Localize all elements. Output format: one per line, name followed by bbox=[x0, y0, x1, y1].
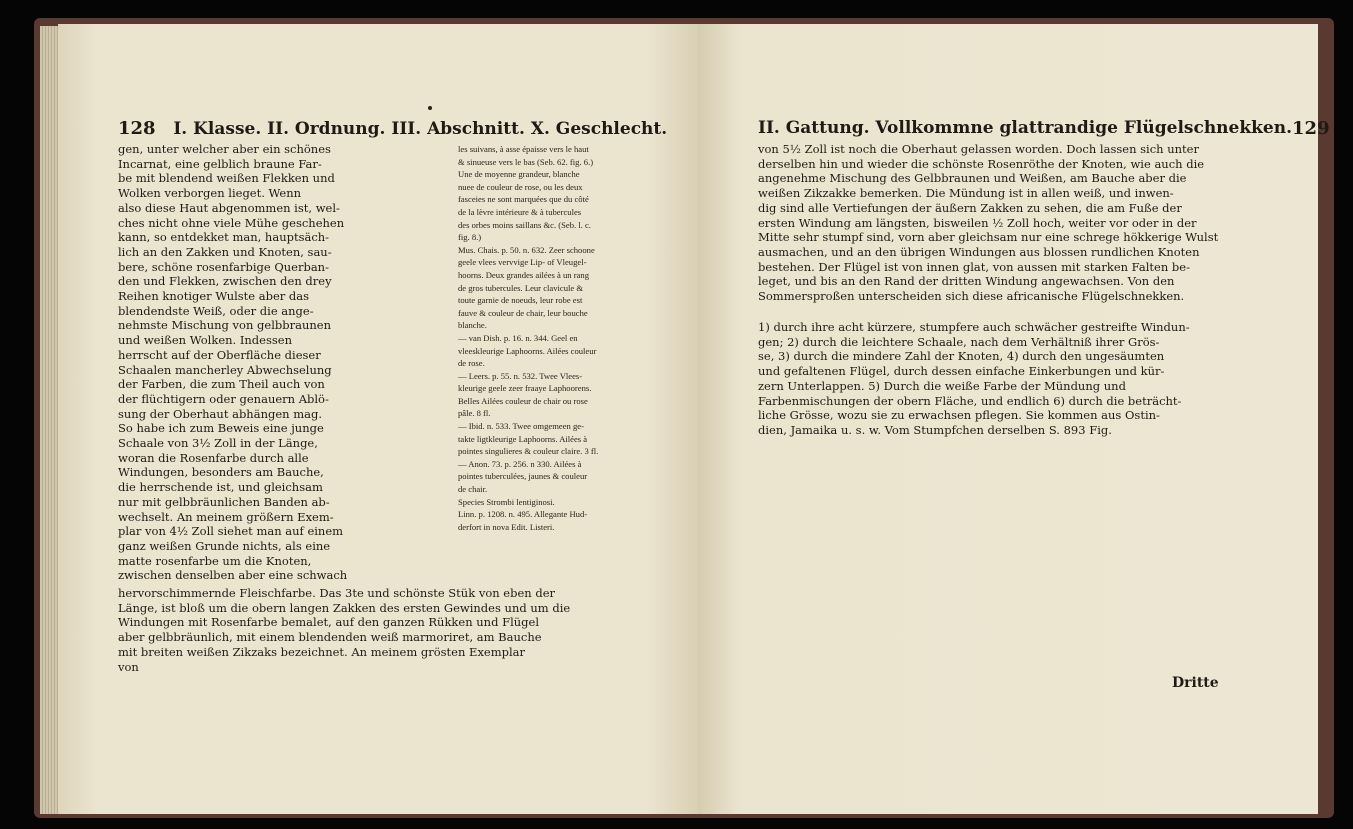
text-line: des orbes moins saillans &c. (Seb. l. c. bbox=[458, 219, 591, 230]
text-line: ersten Windung am längsten, bisweilen ½ Zoll hoch, weiter vor oder in der bbox=[758, 215, 1197, 230]
text-line: leget, und bis an den Rand der dritten Windung angewachsen. Von den bbox=[758, 274, 1175, 289]
right-page bbox=[698, 24, 1330, 814]
running-head-left: I. Klasse. II. Ordnung. III. Abschnitt. X. Geschlecht. bbox=[173, 119, 668, 139]
text-line: und weißen Wolken. Indessen bbox=[118, 333, 292, 348]
text-line: nur mit gelbbräunlichen Banden ab- bbox=[118, 494, 330, 509]
text-line: blendendste Weiß, oder die ange- bbox=[118, 303, 314, 318]
text-line: 1) durch ihre acht kürzere, stumpfere auch schwächer gestreifte Windun- bbox=[758, 320, 1190, 334]
text-line: also diese Haut abgenommen ist, wel- bbox=[118, 200, 340, 215]
text-line: Linn. p. 1208. n. 495. Allegante Hud- bbox=[458, 509, 588, 520]
text-line: derselben hin und wieder die schönste Rosenröthe der Knoten, wie auch die bbox=[758, 156, 1205, 171]
text-line: liche Grösse, wozu sie zu erwachsen pflegen. Sie kommen aus Ostin- bbox=[758, 408, 1160, 423]
text-line: — Anon. 73. p. 256. n 330. Ailées à bbox=[458, 458, 582, 469]
text-line: Mitte sehr stumpf sind, vorn aber gleichsam nur eine schrege hökkerige Wulst bbox=[758, 230, 1219, 245]
text-line: fig. 8.) bbox=[458, 232, 482, 243]
text-line: weißen Zikzakke bemerken. Die Mündung ist in allen weiß, und inwen- bbox=[758, 186, 1174, 201]
right-list bbox=[758, 320, 1288, 438]
text-line: & sinueuse vers le bas (Seb. 62. fig. 6.) bbox=[458, 156, 594, 167]
text-line: blanche. bbox=[458, 320, 487, 331]
text-line: takte ligtkleurige Laphoorns. Ailées à bbox=[458, 433, 588, 444]
text-line: de rose. bbox=[458, 358, 485, 369]
text-line: Windungen mit Rosenfarbe bemalet, auf den ganzen Rükken und Flügel bbox=[118, 615, 540, 630]
right-header bbox=[758, 118, 1330, 139]
text-line: — van Dish. p. 16. n. 344. Geel en bbox=[458, 332, 578, 343]
text-line: der flüchtigern oder genauern Ablö- bbox=[118, 391, 329, 406]
text-line: nehmste Mischung von gelbbraunen bbox=[118, 318, 331, 333]
text-line: derfort in nova Edit. Listeri. bbox=[458, 521, 555, 532]
text-line: de la lèvre intérieure & à tubercules bbox=[458, 206, 582, 217]
text-line: zwischen denselben aber eine schwach bbox=[118, 568, 348, 583]
text-line: gen, unter welcher aber ein schönes bbox=[118, 142, 331, 156]
text-line: pâle. 8 fl. bbox=[458, 408, 491, 419]
text-line: — Leers. p. 55. n. 532. Twee Vlees- bbox=[458, 370, 583, 381]
text-line: aber gelbbräunlich, mit einem blendenden weiß marmoriret, am Bauche bbox=[118, 630, 542, 645]
text-line: Windungen, besonders am Bauche, bbox=[118, 465, 324, 480]
text-line: kleurige geele zeer fraaye Laphoorens. bbox=[458, 383, 592, 394]
text-line: Incarnat, eine gelblich braune Far- bbox=[118, 156, 322, 171]
text-line: und gefaltenen Flügel, durch dessen einfache Einkerbungen und kür- bbox=[758, 364, 1165, 379]
text-line: die herrschende ist, und gleichsam bbox=[118, 480, 323, 495]
text-line: fasceies ne sont marquées que du côté bbox=[458, 194, 589, 205]
text-line: Une de moyenne grandeur, blanche bbox=[458, 169, 580, 180]
text-line: kann, so entdekket man, hauptsäch- bbox=[118, 230, 330, 245]
text-line: mit breiten weißen Zikzaks bezeichnet. An meinem grösten Exemplar bbox=[118, 644, 526, 659]
text-line: angenehme Mischung des Gelbbraunen und Weißen, am Bauche aber die bbox=[758, 171, 1187, 186]
text-line: So habe ich zum Beweis eine junge bbox=[118, 421, 324, 436]
text-line: von 5½ Zoll ist noch die Oberhaut gelassen worden. Doch lassen sich unter bbox=[758, 142, 1199, 156]
right-paragraph bbox=[758, 142, 1288, 304]
text-line: dien, Jamaika u. s. w. Vom Stumpfchen derselben S. 893 Fig. bbox=[758, 422, 1112, 437]
text-line: Mus. Chais. p. 50. n. 632. Zeer schoone bbox=[458, 244, 595, 255]
text-line: pointes tuberculées, jaunes & couleur bbox=[458, 471, 588, 482]
text-line: dig sind alle Vertiefungen der äußern Zakken zu sehen, die am Fuße der bbox=[758, 200, 1182, 215]
text-line: toute garnie de noeuds, leur robe est bbox=[458, 295, 583, 306]
text-line: hoorns. Deux grandes ailées à un rang bbox=[458, 269, 590, 280]
text-line: Species Strombi lentiginosi. bbox=[458, 496, 555, 507]
text-line: bere, schöne rosenfarbige Querban- bbox=[118, 259, 329, 274]
text-line: geele vlees vervvige Lip- of Vleugel- bbox=[458, 257, 587, 268]
text-line: woran die Rosenfarbe durch alle bbox=[118, 450, 309, 465]
text-line: plar von 4½ Zoll siehet man auf einem bbox=[118, 524, 344, 539]
ink-dot bbox=[428, 106, 432, 110]
text-line: ausmachen, und an den übrigen Windungen aus blossen rundlichen Knoten bbox=[758, 244, 1200, 259]
text-line: hervorschimmernde Fleischfarbe. Das 3te und schönste Stük von eben der bbox=[118, 586, 556, 600]
text-line: der Farben, die zum Theil auch von bbox=[118, 377, 325, 392]
page-number-left: 128 bbox=[118, 118, 156, 139]
text-line: von bbox=[118, 659, 139, 674]
text-line: de gros tubercules. Leur clavicule & bbox=[458, 282, 584, 293]
text-line: — Ibid. n. 533. Twee omgemeen ge- bbox=[458, 421, 584, 432]
text-line: pointes singulieres & couleur claire. 3 fl. bbox=[458, 446, 599, 457]
text-line: ches nicht ohne viele Mühe geschehen bbox=[118, 215, 345, 230]
text-line: Sommersproßen unterscheiden sich diese africanische Flügelschnekken. bbox=[758, 289, 1185, 304]
left-notes-column bbox=[458, 144, 678, 534]
text-line: fauve & couleur de chair, leur bouche bbox=[458, 307, 588, 318]
text-line: zern Unterlappen. 5) Durch die weiße Farbe der Mündung und bbox=[758, 378, 1126, 393]
left-main-column bbox=[118, 142, 350, 583]
text-line: Länge, ist bloß um die obern langen Zakken des ersten Gewindes und um die bbox=[118, 600, 571, 615]
text-line: wechselt. An meinem größern Exem- bbox=[118, 509, 334, 524]
text-line: sung der Oberhaut abhängen mag. bbox=[118, 406, 322, 421]
running-head-right: II. Gattung. Vollkommne glattrandige Flügelschnekken. bbox=[758, 118, 1293, 138]
left-page bbox=[58, 24, 698, 814]
left-full-width-text bbox=[118, 586, 678, 674]
text-line: Wolken verborgen lieget. Wenn bbox=[118, 186, 302, 201]
text-line: les suivans, à asse épaisse vers le haut bbox=[458, 144, 589, 154]
text-line: bestehen. Der Flügel ist von innen glat, von aussen mit starken Falten be- bbox=[758, 259, 1190, 274]
text-line: ganz weißen Grunde nichts, als eine bbox=[118, 538, 331, 553]
text-line: Schaalen mancherley Abwechselung bbox=[118, 362, 332, 377]
text-line: vleeskleurige Laphoorns. Ailées couleur bbox=[458, 345, 597, 356]
text-line: lich an den Zakken und Knoten, sau- bbox=[118, 244, 332, 259]
text-line: be mit blendend weißen Flekken und bbox=[118, 171, 335, 186]
text-line: Reihen knotiger Wulste aber das bbox=[118, 289, 310, 304]
text-line: matte rosenfarbe um die Knoten, bbox=[118, 553, 312, 568]
page-number-right: 129 bbox=[1292, 118, 1330, 139]
text-line: gen; 2) durch die leichtere Schaale, nach dem Verhältniß ihrer Grös- bbox=[758, 334, 1160, 349]
text-line: Belles Ailées couleur de chair ou rose bbox=[458, 395, 588, 406]
text-line: den und Flekken, zwischen den drey bbox=[118, 274, 332, 289]
text-line: nuee de couleur de rose, ou les deux bbox=[458, 181, 583, 192]
text-line: herrscht auf der Oberfläche dieser bbox=[118, 347, 321, 362]
text-line: Schaale von 3½ Zoll in der Länge, bbox=[118, 436, 318, 451]
left-header bbox=[118, 118, 667, 139]
text-line: Farbenmischungen der obern Fläche, und endlich 6) durch die beträcht- bbox=[758, 393, 1182, 408]
text-line: de chair. bbox=[458, 484, 488, 495]
catchword: Dritte bbox=[1172, 675, 1219, 691]
text-line: se, 3) durch die mindere Zahl der Knoten, 4) durch den ungesäumten bbox=[758, 349, 1165, 364]
